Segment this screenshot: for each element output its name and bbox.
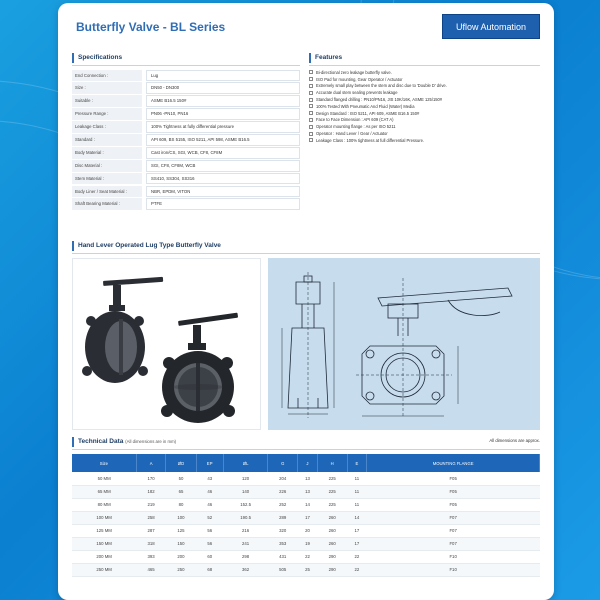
feature-item [309, 96, 539, 103]
column-header: Size [72, 454, 136, 472]
spec-value: DN50 - DN300 [146, 82, 300, 94]
feature-item [309, 83, 539, 90]
table-row [72, 498, 540, 511]
table-cell: 46 [196, 485, 223, 498]
column-header: EP [196, 454, 223, 472]
features-list [309, 69, 539, 144]
datasheet-card [58, 3, 554, 600]
column-header: H [317, 454, 347, 472]
table-cell: 260 [317, 537, 347, 550]
product-photo [72, 258, 261, 430]
table-row [72, 537, 540, 550]
checkbox-icon [309, 70, 313, 74]
features-heading: Features [309, 53, 342, 63]
spec-value: SS410, SS304, SS316 [146, 173, 300, 185]
table-cell: 298 [223, 550, 268, 563]
checkbox-icon [309, 118, 313, 122]
table-body [72, 472, 540, 576]
feature-item [309, 89, 539, 96]
table-cell: 65 [166, 485, 196, 498]
table-cell: 250 [166, 563, 196, 576]
spec-value: PTFE [146, 198, 300, 210]
checkbox-icon [309, 98, 313, 102]
feature-text: Leakage Class : 100% tightness at full differential Pressure. [316, 137, 425, 143]
feature-text: Extremely small play between the stem and disc due to 'Double D' drive. [316, 83, 447, 89]
column-header: J [298, 454, 318, 472]
table-cell: 14 [298, 498, 318, 511]
spec-row [72, 146, 300, 159]
divider [72, 449, 540, 450]
spec-row [72, 185, 300, 198]
specifications-table [72, 69, 300, 211]
table-cell: F10 [367, 563, 540, 576]
table-cell: 17 [298, 511, 318, 524]
table-cell: 17 [347, 524, 367, 537]
table-cell: F10 [367, 550, 540, 563]
checkbox-icon [309, 91, 313, 95]
table-cell: F07 [367, 524, 540, 537]
table-cell: 505 [268, 563, 298, 576]
technical-data-table [72, 454, 540, 577]
column-header: A [136, 454, 166, 472]
product-heading: Hand Lever Operated Lug Type Butterfly Valve [72, 241, 221, 251]
table-cell: 152.5 [223, 498, 268, 511]
table-cell: 289 [268, 511, 298, 524]
feature-item [309, 69, 539, 76]
table-cell: 431 [268, 550, 298, 563]
table-cell: 56 [196, 524, 223, 537]
spec-row [72, 172, 300, 185]
table-cell: 11 [347, 472, 367, 485]
column-header: E [347, 454, 367, 472]
spec-label: End Connection : [72, 70, 142, 82]
table-cell: 80 MM [72, 498, 136, 511]
spec-row [72, 159, 300, 172]
spec-label: Body Material : [72, 147, 142, 159]
table-cell: 150 MM [72, 537, 136, 550]
spec-label: Stem Material : [72, 173, 142, 185]
spec-row [72, 82, 300, 95]
table-cell: 25 [298, 563, 318, 576]
table-cell: 125 [166, 524, 196, 537]
feature-item [309, 137, 539, 144]
table-cell: 204 [268, 472, 298, 485]
table-cell: 393 [136, 550, 166, 563]
table-cell: 225 [317, 472, 347, 485]
table-cell: 13 [298, 485, 318, 498]
table-cell: 226 [268, 485, 298, 498]
table-cell: 125 MM [72, 524, 136, 537]
spec-value: PN06 -PN10, PN16 [146, 108, 300, 120]
table-cell: 11 [347, 485, 367, 498]
table-cell: 260 [317, 524, 347, 537]
table-cell: 120 [223, 472, 268, 485]
feature-text: Accurate dual stem sealing prevents leakage [316, 90, 398, 96]
brand-badge[interactable]: Uflow Automation [442, 14, 540, 39]
table-cell: F05 [367, 485, 540, 498]
table-cell: 290 [317, 563, 347, 576]
technical-drawing [268, 258, 540, 430]
feature-text: ISO Pad for mounting, Gear Operator / Actuator [316, 76, 403, 82]
spec-row [72, 198, 300, 211]
feature-text: 100% Tested With Pneumatic And Fluid (Water) Media [316, 103, 415, 109]
table-cell: 22 [347, 550, 367, 563]
table-cell: 140 [223, 485, 268, 498]
spec-row [72, 95, 300, 108]
table-row [72, 511, 540, 524]
table-cell: 20 [298, 524, 318, 537]
table-cell: 465 [136, 563, 166, 576]
table-cell: 56 [196, 537, 223, 550]
page-title: Butterfly Valve - BL Series [76, 20, 226, 34]
table-cell: 290 [317, 550, 347, 563]
table-cell: F07 [367, 537, 540, 550]
table-cell: 60 [196, 550, 223, 563]
table-row [72, 485, 540, 498]
feature-item [309, 76, 539, 83]
spec-label: Disc Material : [72, 160, 142, 172]
table-cell: 11 [347, 498, 367, 511]
table-cell: 170 [136, 472, 166, 485]
spec-row [72, 69, 300, 82]
table-cell: 318 [136, 537, 166, 550]
checkbox-icon [309, 138, 313, 142]
table-cell: 362 [223, 563, 268, 576]
spec-label: Body Liner / Seat Material : [72, 186, 142, 198]
column-header: MOUNTING FLANGE [367, 454, 540, 472]
table-row [72, 472, 540, 485]
feature-item [309, 123, 539, 130]
spec-label: Pressure Range : [72, 108, 142, 120]
table-cell: 50 MM [72, 472, 136, 485]
feature-item [309, 130, 539, 137]
spec-row [72, 133, 300, 146]
feature-text: Face to Face Dimension : API 609 (CAT A) [316, 117, 394, 123]
feature-item [309, 103, 539, 110]
feature-text: Operator mounting flange : As per ISO 5211 [316, 124, 396, 130]
table-cell: F07 [367, 511, 540, 524]
checkbox-icon [309, 132, 313, 136]
spec-label: Leakage Class : [72, 121, 142, 133]
table-cell: 320 [268, 524, 298, 537]
table-row [72, 563, 540, 576]
table-cell: 52 [196, 511, 223, 524]
table-cell: 22 [298, 550, 318, 563]
table-header-row [72, 454, 540, 472]
table-cell: 43 [196, 472, 223, 485]
spec-row [72, 108, 300, 121]
spec-value: SGI, CF8, CF8M, WCB [146, 160, 300, 172]
table-cell: 353 [268, 537, 298, 550]
table-cell: 225 [317, 485, 347, 498]
spec-value: NBR, EPDM, VITON [146, 186, 300, 198]
table-cell: 200 MM [72, 550, 136, 563]
feature-item [309, 117, 539, 124]
table-cell: 250 MM [72, 563, 136, 576]
table-cell: 287 [136, 524, 166, 537]
column-header: ØD [166, 454, 196, 472]
column-header: ØL [223, 454, 268, 472]
divider [309, 65, 540, 66]
specifications-heading: Specifications [72, 53, 122, 63]
checkbox-icon [309, 84, 313, 88]
table-cell: 150 [166, 537, 196, 550]
table-cell: 100 MM [72, 511, 136, 524]
table-cell: 17 [347, 537, 367, 550]
divider [72, 65, 300, 66]
spec-label: Shaft Bearing Material : [72, 198, 142, 210]
table-cell: 182 [136, 485, 166, 498]
spec-label: Suitable : [72, 95, 142, 107]
table-cell: 13 [298, 472, 318, 485]
table-cell: 100 [166, 511, 196, 524]
spec-value: 100% Tightness at fully differential pressure [146, 121, 300, 133]
feature-text: Bi-directional zero leakage butterfly valve. [316, 69, 392, 75]
technical-data-title: Technical Data [78, 438, 124, 445]
table-cell: 68 [196, 563, 223, 576]
table-cell: 190.5 [223, 511, 268, 524]
spec-value: Lug [146, 70, 300, 82]
table-cell: 258 [136, 511, 166, 524]
checkbox-icon [309, 111, 313, 115]
table-cell: 22 [347, 563, 367, 576]
valve-drawing-icon [268, 258, 540, 430]
table-cell: 252 [268, 498, 298, 511]
table-cell: 14 [347, 511, 367, 524]
table-row [72, 524, 540, 537]
table-cell: 225 [317, 498, 347, 511]
table-cell: F05 [367, 472, 540, 485]
table-cell: 46 [196, 498, 223, 511]
table-cell: F05 [367, 498, 540, 511]
approx-note: All dimensions are approx. [489, 438, 540, 443]
checkbox-icon [309, 104, 313, 108]
feature-text: Standard flanged drilling : PN10/PN16, JIS 10K/16K, ASME 125/150# [316, 97, 443, 103]
table-row [72, 550, 540, 563]
table-cell: 219 [136, 498, 166, 511]
technical-data-subheading: (All dimensions are in mm) [125, 439, 177, 444]
checkbox-icon [309, 125, 313, 129]
technical-data-heading [72, 437, 176, 447]
table-cell: 50 [166, 472, 196, 485]
column-header: G [268, 454, 298, 472]
table-cell: 241 [223, 537, 268, 550]
spec-label: Standard : [72, 134, 142, 146]
table-cell: 65 MM [72, 485, 136, 498]
table-cell: 216 [223, 524, 268, 537]
spec-label: Size : [72, 82, 142, 94]
spec-row [72, 121, 300, 134]
table-cell: 260 [317, 511, 347, 524]
table-cell: 80 [166, 498, 196, 511]
valve-photo-icon [73, 259, 262, 431]
table-cell: 200 [166, 550, 196, 563]
feature-text: Design Standard : ISO 5211, API 609, ASME B16.5 150# [316, 110, 420, 116]
feature-text: Operator : Hand Lever / Gear / Actuator [316, 131, 388, 137]
spec-value: Cast iron/CS, SGI, WCB, CF8, CF8M [146, 147, 300, 159]
spec-value: ASME B16.5 150# [146, 95, 300, 107]
feature-item [309, 110, 539, 117]
table-cell: 19 [298, 537, 318, 550]
spec-value: API 609, BS 5155, ISO 5211, API 598, ASME B16.5 [146, 134, 300, 146]
checkbox-icon [309, 77, 313, 81]
divider [72, 253, 540, 254]
